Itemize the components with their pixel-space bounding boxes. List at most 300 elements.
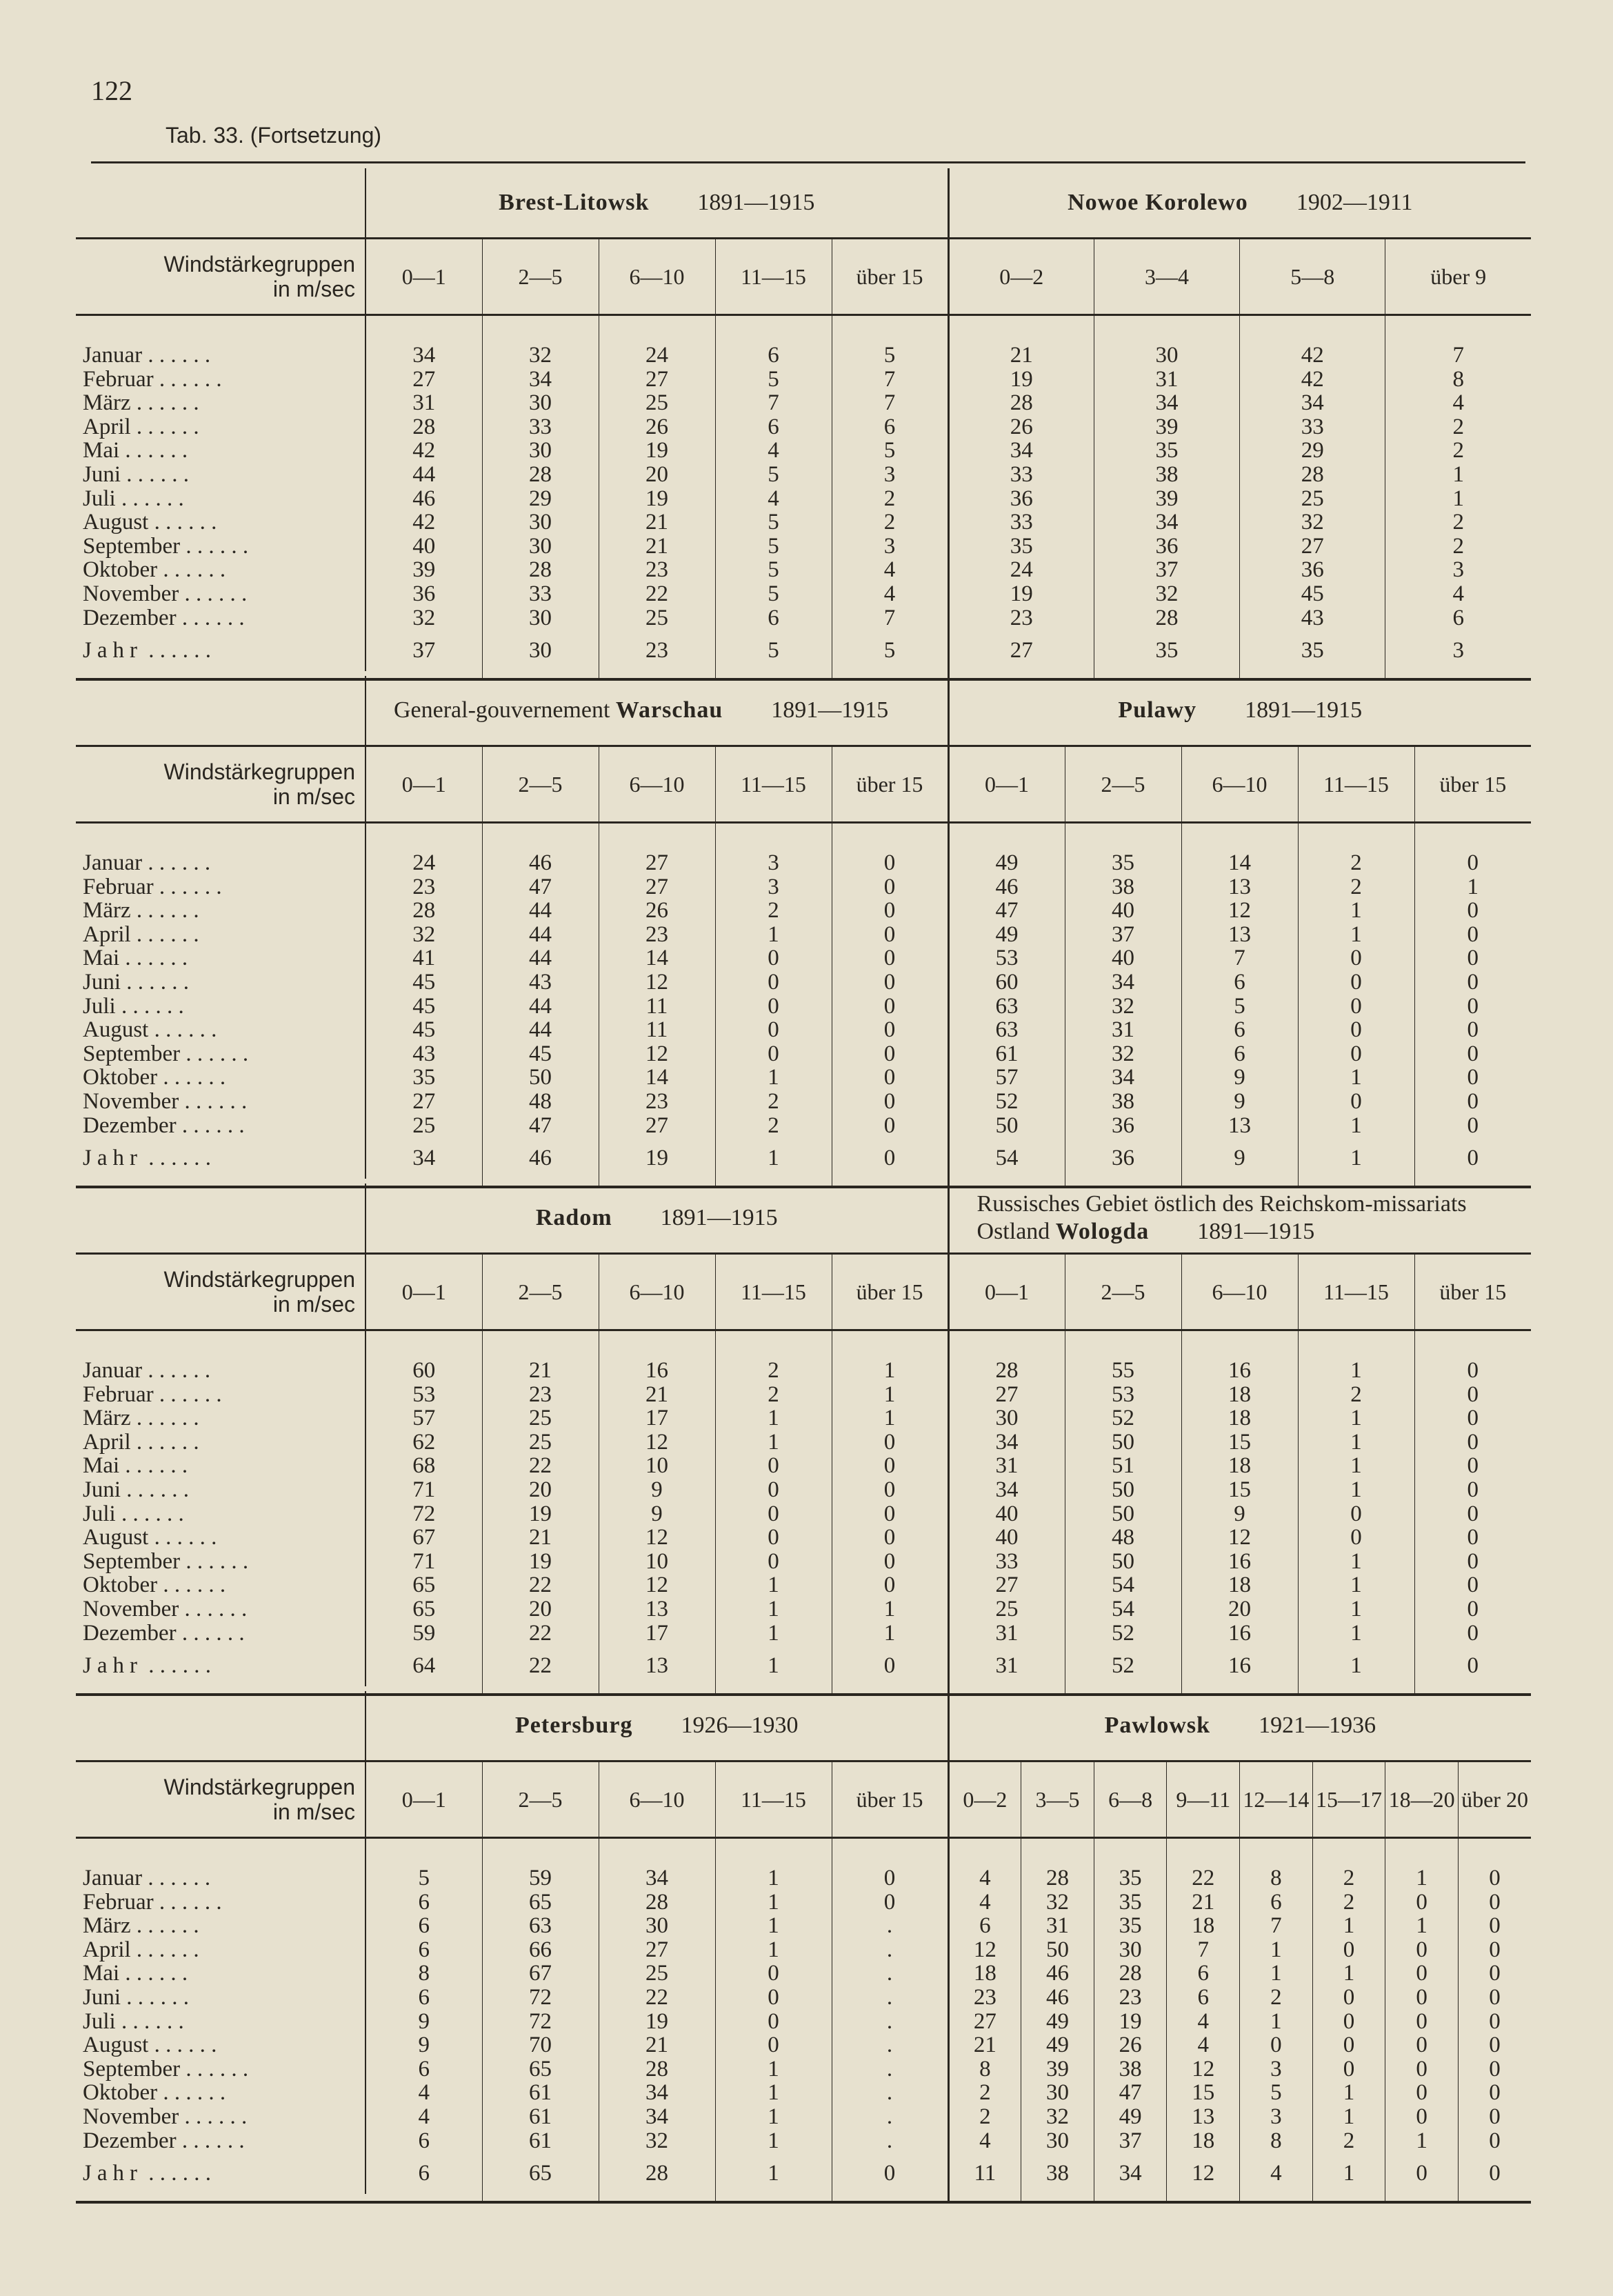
value-cell: 1 xyxy=(1240,1938,1313,1962)
value-cell: 1 xyxy=(1312,1914,1385,1938)
value-cell: 5 xyxy=(715,630,832,671)
value-cell: 0 xyxy=(1489,2056,1501,2082)
month-label xyxy=(76,1114,365,1138)
spacer xyxy=(1240,2194,1313,2202)
value-cell: 34 xyxy=(948,1478,1065,1502)
row-label-header-line: Windstärkegruppen xyxy=(163,1775,355,1799)
wind-group-header: 6—10 xyxy=(599,239,715,315)
value-cell: 46 xyxy=(1021,1986,1094,2010)
value-cell: 3 xyxy=(883,462,896,488)
value-cell: 43 xyxy=(482,970,599,995)
value-cell: 1 xyxy=(1298,1597,1414,1621)
table-caption: Tab. 33. (Fortsetzung) xyxy=(166,123,382,148)
wind-group-header: 0—2 xyxy=(948,239,1094,315)
station-section xyxy=(76,1691,1531,2204)
value-cell: 31 xyxy=(365,391,482,415)
value-cell: 67 xyxy=(365,1526,482,1550)
spacer xyxy=(1458,1838,1531,1867)
value-cell: 30 xyxy=(482,606,599,630)
value-cell: 1 xyxy=(715,923,832,947)
value-cell: 40 xyxy=(948,1502,1065,1526)
value-cell: 23 xyxy=(948,1986,1021,2010)
value-cell: 12 xyxy=(599,1526,715,1550)
month-label xyxy=(76,2105,365,2129)
table-row xyxy=(76,1383,1531,1407)
leader-dots: . . . . . . xyxy=(130,899,199,923)
value-cell: 0 xyxy=(1385,2033,1459,2057)
value-cell: 0 xyxy=(1385,1890,1459,1915)
value-cell: 35 xyxy=(1065,851,1181,875)
value-cell: 30 xyxy=(482,630,599,671)
value-cell: 1 xyxy=(1385,1866,1459,1890)
value-cell: 0 xyxy=(1489,1866,1501,1891)
wind-group-header: 0—1 xyxy=(365,1761,482,1838)
value-cell: 0 xyxy=(1298,970,1414,995)
value-cell: 65 xyxy=(365,1597,482,1621)
value-cell: 35 xyxy=(1094,1866,1167,1890)
value-cell: 65 xyxy=(482,2057,599,2082)
value-cell: 19 xyxy=(599,1137,715,1179)
value-cell: 7 xyxy=(715,391,832,415)
value-cell: 0 xyxy=(1298,1042,1414,1066)
value-cell: 1 xyxy=(715,2057,832,2082)
value-cell: 14 xyxy=(599,1066,715,1090)
value-cell: 28 xyxy=(365,899,482,923)
wind-group-header: 0—1 xyxy=(948,746,1065,823)
value-cell: 55 xyxy=(1065,1359,1181,1383)
value-cell: 25 xyxy=(1240,487,1385,511)
month-label xyxy=(76,2033,365,2057)
station-table xyxy=(76,1691,1531,2204)
table-row xyxy=(76,1114,1531,1138)
value-cell: 0 xyxy=(1298,1502,1414,1526)
spacer xyxy=(76,2194,365,2202)
value-cell: 0 xyxy=(883,1453,896,1479)
value-cell: 19 xyxy=(948,368,1094,392)
leader-dots: . . . . . . xyxy=(176,1113,245,1138)
spacer xyxy=(365,1330,482,1359)
month-label xyxy=(76,2129,365,2153)
value-cell: 0 xyxy=(1385,2153,1459,2194)
year-total-row xyxy=(76,2153,1531,2194)
value-cell: 33 xyxy=(482,415,599,439)
value-cell: 0 xyxy=(1467,898,1479,924)
spacer xyxy=(1240,315,1385,344)
value-cell: 72 xyxy=(365,1502,482,1526)
value-cell: 0 xyxy=(1489,2128,1501,2153)
row-label-text: März xyxy=(83,1406,131,1430)
month-label xyxy=(76,1573,365,1597)
row-label-header-line: in m/sec xyxy=(272,1799,355,1824)
value-cell: 34 xyxy=(1065,1066,1181,1090)
value-cell: 0 xyxy=(1467,970,1479,995)
value-cell: 27 xyxy=(599,368,715,392)
table-row xyxy=(76,875,1531,899)
wind-group-header: über 20 xyxy=(1458,1761,1531,1838)
value-cell: 38 xyxy=(1094,463,1239,487)
value-cell: 52 xyxy=(1065,1621,1181,1646)
value-cell: 32 xyxy=(1021,2105,1094,2129)
value-cell: 0 xyxy=(1467,1573,1479,1598)
value-cell: 34 xyxy=(599,2105,715,2129)
value-cell: 1 xyxy=(1298,1478,1414,1502)
value-cell: 34 xyxy=(1240,391,1385,415)
value-cell: 1 xyxy=(715,2129,832,2153)
value-cell: 2 xyxy=(715,1359,832,1383)
month-label xyxy=(76,946,365,970)
value-cell: 12 xyxy=(599,1042,715,1066)
value-cell: 30 xyxy=(948,1406,1065,1430)
month-label xyxy=(76,1018,365,1042)
value-cell: 5 xyxy=(715,463,832,487)
value-cell: 0 xyxy=(883,1548,896,1574)
value-cell: 25 xyxy=(482,1430,599,1455)
value-cell: 0 xyxy=(1312,1986,1385,2010)
value-cell: 51 xyxy=(1065,1454,1181,1478)
value-cell: 26 xyxy=(599,899,715,923)
value-cell: 1 xyxy=(1298,1066,1414,1090)
value-cell: 9 xyxy=(1181,1502,1298,1526)
table-row xyxy=(76,439,1531,463)
wind-group-header: 6—10 xyxy=(599,746,715,823)
value-cell: 4 xyxy=(365,2105,482,2129)
value-cell: 1 xyxy=(715,1430,832,1455)
value-cell: 1 xyxy=(883,1406,896,1431)
value-cell: 36 xyxy=(1065,1137,1181,1179)
value-cell: 6 xyxy=(715,606,832,630)
value-cell: 5 xyxy=(1181,995,1298,1019)
value-cell: 0 xyxy=(883,1525,896,1550)
value-cell: 16 xyxy=(1181,1621,1298,1646)
value-cell: 47 xyxy=(482,1114,599,1138)
spacer xyxy=(1298,823,1414,852)
value-cell: 35 xyxy=(1094,1890,1167,1915)
table-row xyxy=(76,1573,1531,1597)
value-cell: 14 xyxy=(1181,851,1298,875)
value-cell: 2 xyxy=(715,1383,832,1407)
value-cell: 34 xyxy=(365,343,482,368)
value-cell: 46 xyxy=(482,1137,599,1179)
value-cell: 36 xyxy=(1240,558,1385,582)
value-cell: 0 xyxy=(883,1477,896,1503)
value-cell: 0 xyxy=(1467,1501,1479,1526)
leader-dots: . . . . . . xyxy=(142,343,211,368)
wind-group-header: 3—5 xyxy=(1021,1761,1094,1838)
value-cell: 1 xyxy=(883,1381,896,1407)
value-cell: 7 xyxy=(1240,1914,1313,1938)
value-cell: 37 xyxy=(1094,558,1239,582)
month-label xyxy=(76,2081,365,2105)
row-label-text: April xyxy=(83,1430,131,1455)
spacer xyxy=(1094,1838,1167,1867)
value-cell: 28 xyxy=(482,558,599,582)
row-label-text: Juli xyxy=(83,2009,116,2034)
value-cell: 46 xyxy=(1021,1961,1094,1986)
value-cell: 0 xyxy=(1489,2160,1501,2186)
row-label-text: November xyxy=(83,581,179,606)
spacer xyxy=(948,1330,1065,1359)
value-cell: 0 xyxy=(1467,1017,1479,1043)
value-cell: 0 xyxy=(715,2010,832,2034)
observation-period: 1902—1911 xyxy=(1296,190,1413,215)
value-cell: 49 xyxy=(1021,2010,1094,2034)
value-cell: 3 xyxy=(1240,2105,1313,2129)
value-cell: 2 xyxy=(1452,438,1464,463)
value-cell: 0 xyxy=(715,1454,832,1478)
value-cell: 70 xyxy=(482,2033,599,2057)
row-label-text: Januar xyxy=(83,343,143,368)
table-row xyxy=(76,368,1531,392)
value-cell: 21 xyxy=(948,343,1094,368)
spacer xyxy=(482,823,599,852)
value-cell: 0 xyxy=(883,850,896,876)
value-cell: 27 xyxy=(1240,535,1385,559)
value-cell: 9 xyxy=(1181,1090,1298,1114)
value-cell: 0 xyxy=(1467,850,1479,876)
spacer xyxy=(1021,1838,1094,1867)
spacer xyxy=(365,2194,482,2202)
row-label-text: Jahr xyxy=(83,637,143,663)
value-cell: 18 xyxy=(1181,1454,1298,1478)
value-cell: 1 xyxy=(883,1358,896,1384)
wind-group-header: 6—10 xyxy=(1181,1254,1298,1330)
value-cell: 13 xyxy=(1181,923,1298,947)
value-cell: 42 xyxy=(1240,343,1385,368)
leader-dots: . . . . . . xyxy=(179,1089,248,1114)
value-cell: 0 xyxy=(1467,993,1479,1019)
value-cell: 5 xyxy=(365,1866,482,1890)
value-cell: 23 xyxy=(482,1383,599,1407)
value-cell: 0 xyxy=(1385,1961,1459,1986)
spacer xyxy=(948,1838,1021,1867)
value-cell: 43 xyxy=(365,1042,482,1066)
value-cell: 48 xyxy=(1065,1526,1181,1550)
spacer xyxy=(715,315,832,344)
value-cell: 34 xyxy=(1094,2153,1167,2194)
observation-period: 1921—1936 xyxy=(1259,1713,1376,1738)
value-cell: 36 xyxy=(948,487,1094,511)
leader-dots: . . . . . . xyxy=(121,1477,190,1502)
value-cell: 50 xyxy=(482,1066,599,1090)
value-cell: 61 xyxy=(482,2105,599,2129)
value-cell: 0 xyxy=(715,1961,832,1986)
value-cell: 23 xyxy=(599,1090,715,1114)
value-cell: 65 xyxy=(482,2153,599,2194)
spacer xyxy=(1094,315,1239,344)
value-cell: 18 xyxy=(948,1961,1021,1986)
value-cell: 40 xyxy=(1065,946,1181,970)
month-label xyxy=(76,535,365,559)
value-cell: 2 xyxy=(715,1090,832,1114)
value-cell: 21 xyxy=(599,2033,715,2057)
value-cell: 9 xyxy=(365,2010,482,2034)
row-label-text: Jahr xyxy=(83,1145,143,1170)
value-cell: 19 xyxy=(599,2010,715,2034)
value-cell: 45 xyxy=(365,970,482,995)
station-name: Brest-Litowsk xyxy=(499,190,650,215)
year-label xyxy=(76,630,365,671)
station-name: Petersburg xyxy=(515,1713,633,1738)
wind-group-header: 6—10 xyxy=(599,1761,715,1838)
value-cell: 6 xyxy=(365,2153,482,2194)
table-row xyxy=(76,1597,1531,1621)
value-cell: 20 xyxy=(599,463,715,487)
value-cell: 13 xyxy=(1181,1114,1298,1138)
value-cell: 1 xyxy=(1240,1961,1313,1986)
value-cell: 28 xyxy=(948,1359,1065,1383)
value-cell: 50 xyxy=(1065,1502,1181,1526)
leader-dots: . . . . . . xyxy=(179,581,248,606)
leader-dots: . . . . . . xyxy=(157,1066,226,1090)
value-cell: 5 xyxy=(715,510,832,535)
value-cell: 20 xyxy=(482,1597,599,1621)
value-cell: 17 xyxy=(599,1621,715,1646)
value-cell: 34 xyxy=(1094,510,1239,535)
month-label xyxy=(76,923,365,947)
value-cell: 21 xyxy=(948,2033,1021,2057)
station-table xyxy=(76,168,1531,681)
leader-dots: . . . . . . xyxy=(142,851,211,875)
value-cell: 52 xyxy=(1065,1645,1181,1686)
row-label-text: Jahr xyxy=(83,2160,143,2186)
spacer xyxy=(832,2194,948,2202)
value-cell: 1 xyxy=(715,1914,832,1938)
wind-group-header: 11—15 xyxy=(715,1254,832,1330)
row-label-header xyxy=(76,1761,365,1838)
station-title xyxy=(365,676,948,746)
value-cell: 22 xyxy=(482,1454,599,1478)
region-label: Russisches Gebiet östlich des Reichskom-missariats Ostland xyxy=(976,1191,1467,1244)
spacer xyxy=(1181,1330,1298,1359)
value-cell: 71 xyxy=(365,1550,482,1574)
value-cell: 6 xyxy=(1240,1890,1313,1915)
value-cell: 24 xyxy=(948,558,1094,582)
value-cell: 0 xyxy=(1312,1938,1385,1962)
spacer xyxy=(1167,2194,1240,2202)
month-label xyxy=(76,391,365,415)
value-cell: 4 xyxy=(948,1866,1021,1890)
wind-group-header: über 15 xyxy=(832,239,948,315)
value-cell: 40 xyxy=(365,535,482,559)
wind-group-header: 11—15 xyxy=(715,746,832,823)
leader-dots: . . . . . . xyxy=(180,534,249,559)
value-cell: 16 xyxy=(599,1359,715,1383)
value-cell: 25 xyxy=(599,606,715,630)
value-cell: 0 xyxy=(883,1088,896,1114)
value-cell: . xyxy=(886,1961,893,1986)
leader-dots: . . . . . . xyxy=(130,922,199,947)
value-cell: 0 xyxy=(1312,2010,1385,2034)
value-cell: 53 xyxy=(1065,1383,1181,1407)
value-cell: 0 xyxy=(883,1041,896,1066)
value-cell: . xyxy=(886,1985,893,2010)
row-label-text: Mai xyxy=(83,946,120,970)
value-cell: 6 xyxy=(365,1986,482,2010)
value-cell: 47 xyxy=(482,875,599,899)
station-title xyxy=(365,168,948,239)
value-cell: 6 xyxy=(1167,1986,1240,2010)
station-title xyxy=(948,168,1531,239)
value-cell: 60 xyxy=(948,970,1065,995)
value-cell: 68 xyxy=(365,1454,482,1478)
value-cell: 37 xyxy=(365,630,482,671)
station-table xyxy=(76,676,1531,1188)
value-cell: 45 xyxy=(365,995,482,1019)
leader-dots: . . . . . . xyxy=(115,1501,184,1526)
wind-group-header: 2—5 xyxy=(482,239,599,315)
spacer xyxy=(1385,315,1531,344)
row-label-text: Juni xyxy=(83,1985,121,2010)
value-cell: 0 xyxy=(883,1501,896,1526)
value-cell: 6 xyxy=(1181,970,1298,995)
row-label-text: Mai xyxy=(83,1454,120,1478)
value-cell: 7 xyxy=(883,366,896,392)
leader-dots: . . . . . . xyxy=(130,1914,199,1938)
value-cell: 42 xyxy=(1240,368,1385,392)
value-cell: 4 xyxy=(365,2081,482,2105)
value-cell: 32 xyxy=(365,606,482,630)
value-cell: 21 xyxy=(482,1359,599,1383)
month-label xyxy=(76,1066,365,1090)
spacer xyxy=(1414,1330,1531,1359)
table-row xyxy=(76,510,1531,535)
value-cell: 0 xyxy=(1467,1041,1479,1066)
value-cell: 1 xyxy=(1298,1406,1414,1430)
value-cell: 46 xyxy=(482,851,599,875)
value-cell: 30 xyxy=(482,535,599,559)
value-cell: 39 xyxy=(365,558,482,582)
value-cell: 0 xyxy=(883,1145,896,1170)
value-cell: 27 xyxy=(948,630,1094,671)
value-cell: 61 xyxy=(482,2081,599,2105)
value-cell: 32 xyxy=(365,923,482,947)
leader-dots: . . . . . . xyxy=(176,1621,245,1646)
leader-dots: . . . . . . xyxy=(142,1359,211,1383)
wind-group-header: 2—5 xyxy=(482,1761,599,1838)
table-row xyxy=(76,2081,1531,2105)
leader-dots: . . . . . . xyxy=(157,558,226,582)
value-cell: 0 xyxy=(1467,946,1479,971)
value-cell: 1 xyxy=(1240,2010,1313,2034)
year-label xyxy=(76,1137,365,1179)
value-cell: 34 xyxy=(365,1137,482,1179)
value-cell: 0 xyxy=(1489,1961,1501,1986)
spacer xyxy=(76,315,365,344)
value-cell: 0 xyxy=(1467,1653,1479,1678)
wind-group-header: 11—15 xyxy=(1298,746,1414,823)
row-label-text: September xyxy=(83,534,181,559)
table-row xyxy=(76,1938,1531,1962)
spacer xyxy=(1065,1330,1181,1359)
wind-group-header: über 15 xyxy=(832,1761,948,1838)
value-cell: 27 xyxy=(599,1938,715,1962)
value-cell: 45 xyxy=(365,1018,482,1042)
table-row xyxy=(76,1502,1531,1526)
row-label-header xyxy=(76,239,365,315)
wind-group-header: über 9 xyxy=(1385,239,1531,315)
value-cell: 45 xyxy=(1240,582,1385,606)
value-cell: 32 xyxy=(1021,1890,1094,1915)
station-name: Pawlowsk xyxy=(1104,1713,1211,1738)
table-row xyxy=(76,1359,1531,1383)
value-cell: 29 xyxy=(1240,439,1385,463)
row-label-text: September xyxy=(83,1041,181,1066)
month-label xyxy=(76,970,365,995)
wind-group-header: 11—15 xyxy=(1298,1254,1414,1330)
value-cell: 6 xyxy=(365,1914,482,1938)
value-cell: 0 xyxy=(715,1986,832,2010)
wind-group-header: 2—5 xyxy=(482,746,599,823)
